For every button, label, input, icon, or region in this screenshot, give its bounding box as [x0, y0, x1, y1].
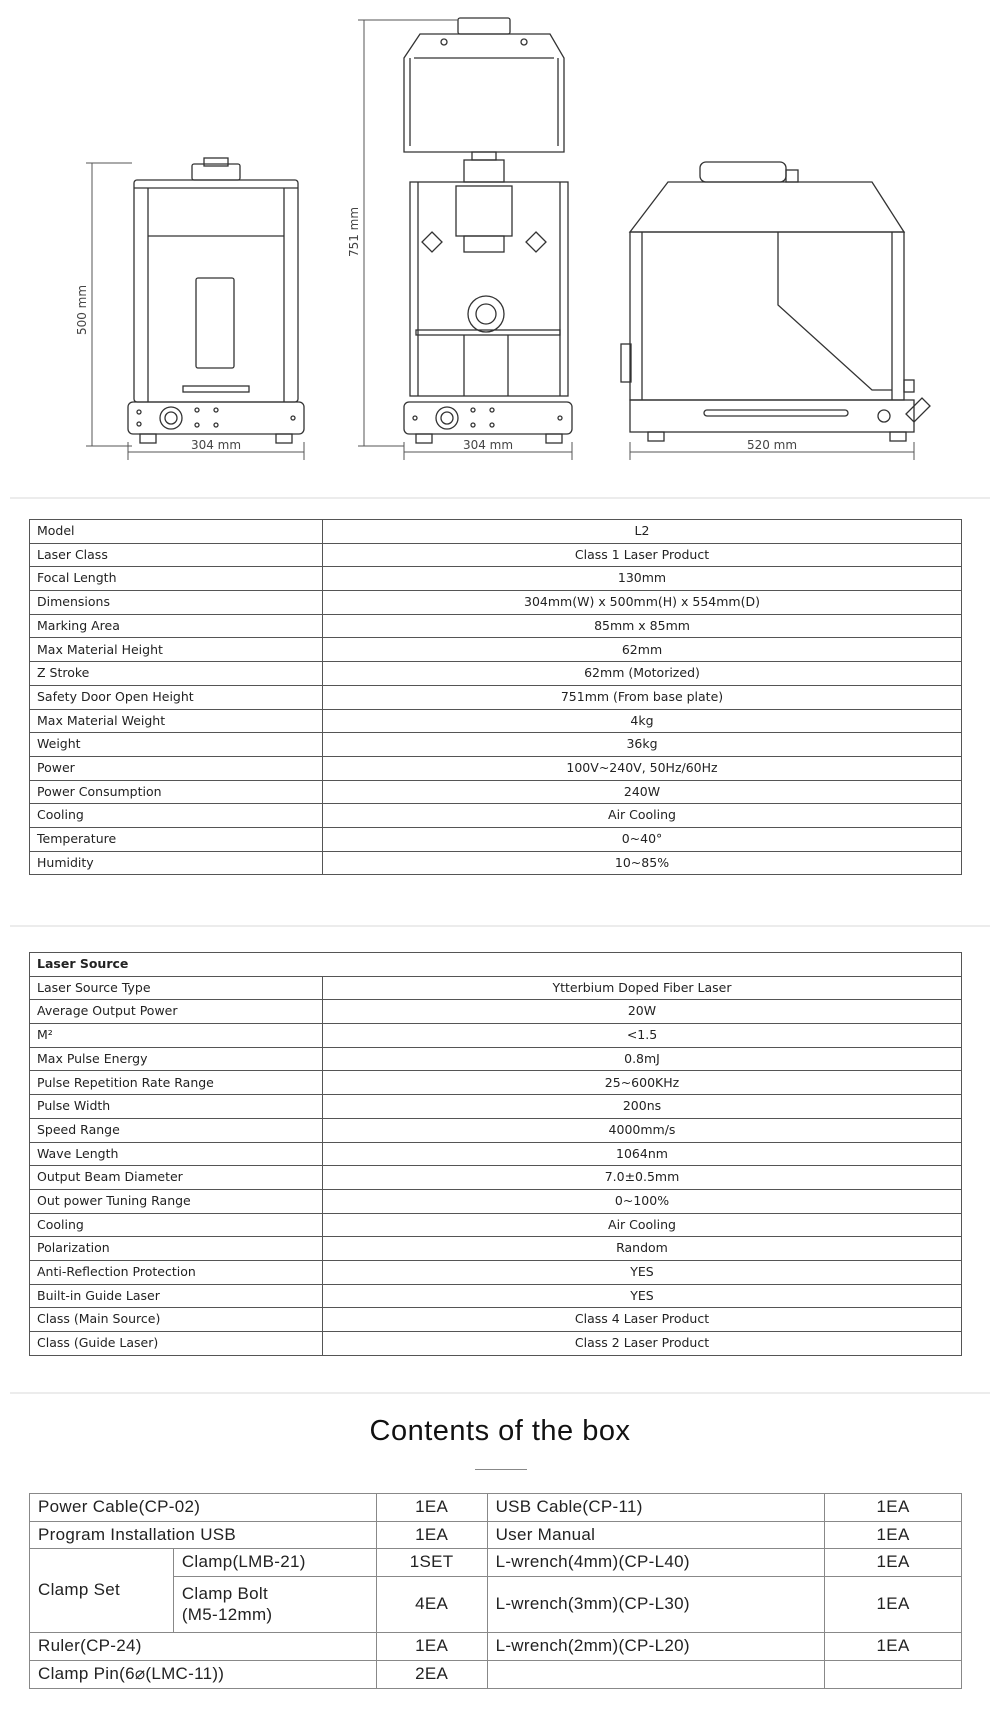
- table-row: Built-in Guide Laser YES: [30, 1284, 962, 1308]
- table-row: Safety Door Open Height 751mm (From base plate): [30, 685, 962, 709]
- section-divider: [10, 1392, 990, 1394]
- table-row: Weight 36kg: [30, 733, 962, 757]
- table-row: Out power Tuning Range 0~100%: [30, 1189, 962, 1213]
- table-row: Ruler(CP-24) 1EA L-wrench(2mm)(CP-L20) 1EA: [30, 1633, 962, 1661]
- table-row: Laser Source Type Ytterbium Doped Fiber Laser: [30, 976, 962, 1000]
- side-view: [621, 162, 930, 441]
- table-row: Dimensions 304mm(W) x 500mm(H) x 554mm(D): [30, 591, 962, 615]
- table-row: Humidity 10~85%: [30, 851, 962, 875]
- table-row: Cooling Air Cooling: [30, 804, 962, 828]
- table-row: Output Beam Diameter 7.0±0.5mm: [30, 1166, 962, 1190]
- table-row: Focal Length 130mm: [30, 567, 962, 591]
- table-row: Cooling Air Cooling: [30, 1213, 962, 1237]
- table-row: Model L2: [30, 520, 962, 544]
- front-dimensions: [86, 163, 304, 460]
- table-row: Clamp Pin(6⌀(LMC-11)) 2EA: [30, 1661, 962, 1689]
- table-row: Max Material Height 62mm: [30, 638, 962, 662]
- table-row: Z Stroke 62mm (Motorized): [30, 662, 962, 686]
- spec-table: [29, 519, 962, 875]
- front-view-open: [404, 18, 572, 443]
- table-row: Max Pulse Energy 0.8mJ: [30, 1047, 962, 1071]
- front-view-closed: [128, 158, 304, 443]
- side-depth-label: 520 mm: [746, 438, 798, 452]
- table-row: Program Installation USB 1EA User Manual 1EA: [30, 1522, 962, 1549]
- table-row: Anti-Reflection Protection YES: [30, 1260, 962, 1284]
- table-row: Marking Area 85mm x 85mm: [30, 614, 962, 638]
- laser-source-table: [29, 952, 962, 1356]
- table-row: M² <1.5: [30, 1024, 962, 1048]
- box-contents-title: Contents of the box: [369, 1415, 631, 1447]
- open-dimensions: [358, 20, 572, 460]
- front-width-label: 304 mm: [190, 438, 242, 452]
- section-divider: [10, 925, 990, 927]
- table-row: Clamp Set Clamp(LMB-21) 1SET L-wrench(4mm)(CP-L40) 1EA: [30, 1549, 962, 1577]
- section-divider: [10, 497, 990, 499]
- table-row: Wave Length 1064nm: [30, 1142, 962, 1166]
- technical-drawing: [0, 0, 1000, 470]
- table-row: Pulse Repetition Rate Range 25~600KHz: [30, 1071, 962, 1095]
- table-row: Polarization Random: [30, 1237, 962, 1261]
- table-row: Power Cable(CP-02) 1EA USB Cable(CP-11) 1EA: [30, 1494, 962, 1522]
- table-row: Class (Guide Laser) Class 2 Laser Product: [30, 1332, 962, 1356]
- table-row: Temperature 0~40°: [30, 827, 962, 851]
- table-header-row: [30, 953, 962, 977]
- title-underline: [475, 1469, 527, 1470]
- table-row: Pulse Width 200ns: [30, 1095, 962, 1119]
- table-row: Class (Main Source) Class 4 Laser Product: [30, 1308, 962, 1332]
- table-row: Average Output Power 20W: [30, 1000, 962, 1024]
- table-row: Laser Class Class 1 Laser Product: [30, 543, 962, 567]
- table-row: Speed Range 4000mm/s: [30, 1118, 962, 1142]
- table-row: Max Material Weight 4kg: [30, 709, 962, 733]
- open-width-label: 304 mm: [462, 438, 514, 452]
- open-height-label: 751 mm: [347, 206, 361, 258]
- table-row: Power Consumption 240W: [30, 780, 962, 804]
- laser-source-heading: Laser Source: [30, 953, 962, 977]
- table-row: Clamp Bolt (M5-12mm) 4EA L-wrench(3mm)(CP-L30) 1EA: [30, 1577, 962, 1633]
- box-contents-table: [29, 1493, 962, 1689]
- front-height-label: 500 mm: [75, 284, 89, 336]
- table-row: Power 100V~240V, 50Hz/60Hz: [30, 756, 962, 780]
